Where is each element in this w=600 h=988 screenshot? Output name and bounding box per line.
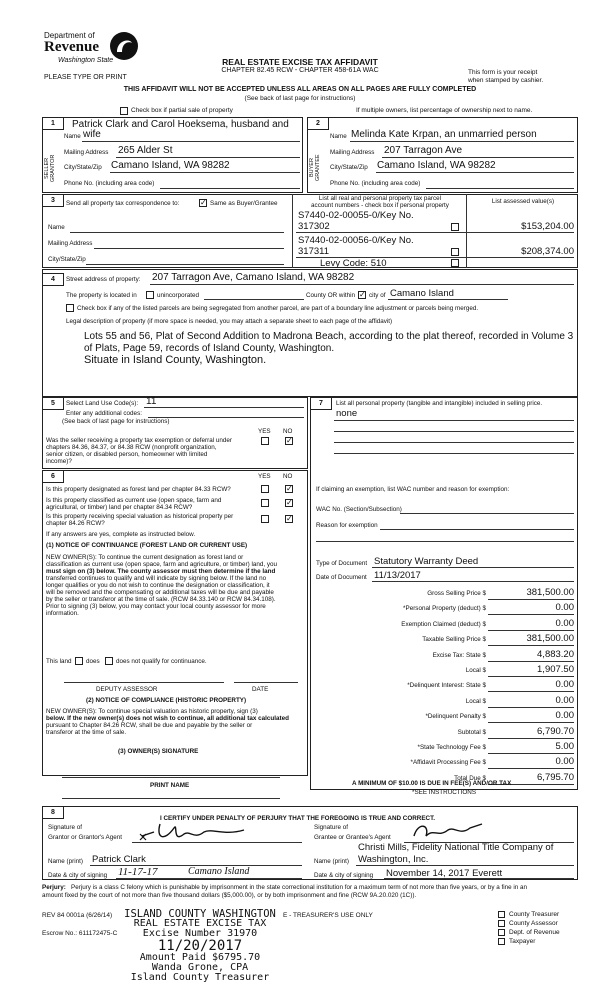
- stamp-line-7: Island County Treasurer: [130, 972, 270, 983]
- compliance-text-4: transferor at the time of sale.: [46, 729, 127, 736]
- tax-row-label: Local $: [465, 667, 486, 674]
- partial-sale-label: Check box if partial sale of property: [131, 107, 233, 114]
- section-8-number: 8: [42, 806, 64, 819]
- within-city-checkbox[interactable]: ✓: [359, 290, 366, 299]
- perjury-label: Perjury:: [42, 884, 66, 891]
- tax-row-value: 0.00: [555, 710, 574, 722]
- sec3-name-label: Name: [48, 224, 65, 231]
- tax-row-value: 6,790.70: [537, 725, 574, 737]
- treasurer-use-only: E - TREASURER'S USE ONLY: [283, 912, 373, 919]
- tax-row-label: *Delinquent Penalty $: [425, 713, 486, 721]
- parcel-1-personal-checkbox[interactable]: [451, 223, 459, 231]
- section-6-number: 6: [42, 470, 64, 483]
- multiple-owners-note: If multiple owners, list percentage of ownership next to name.: [356, 107, 533, 114]
- buyer-side-label: BUYER GRANTEE: [309, 154, 321, 182]
- revenue-label: Revenue: [44, 39, 99, 55]
- section-2-number: 2: [307, 117, 329, 130]
- section-1-number: 1: [42, 117, 64, 130]
- perjury-text-1: Perjury is a class C felony which is punishable by imprisonment in the state correctional institution for a maximum term of not more than five years, or by a fine in an: [71, 884, 528, 891]
- warning-text: THIS AFFIDAVIT WILL NOT BE ACCEPTED UNLESS ALL AREAS ON ALL PAGES ARE FULLY COMPLETED: [123, 86, 477, 93]
- exemption-q-4: income)?: [46, 458, 72, 465]
- section-4-number: 4: [42, 273, 64, 286]
- parcel-1-line1: S7440-02-00055-0/Key No.: [298, 210, 414, 221]
- seller-name-line1: Patrick Clark and Carol Hoeksema, husband and: [72, 119, 289, 130]
- forest-no-checkbox[interactable]: ✓: [286, 484, 293, 493]
- seller-mail-label: Mailing Address: [64, 149, 109, 156]
- exemption-q-3: senior citizen, or disabled person, homeowner with limited: [46, 451, 208, 458]
- tax-row-label: Taxable Selling Price $: [422, 636, 486, 644]
- seller-mail-value: 265 Alder St: [118, 145, 173, 156]
- exemption-q-1: Was the seller receiving a property tax exemption or deferral under: [46, 437, 232, 444]
- partial-sale-checkbox[interactable]: [120, 107, 128, 115]
- stamp-line-3: Excise Number 31970: [142, 928, 258, 939]
- unincorporated-checkbox[interactable]: [146, 291, 154, 299]
- notice-compliance-title: (2) NOTICE OF COMPLIANCE (HISTORIC PROPERTY): [86, 697, 247, 704]
- please-type: PLEASE TYPE OR PRINT: [44, 74, 127, 81]
- this-land-label: This land: [46, 658, 72, 665]
- tax-row-value: 6,795.70: [537, 771, 574, 783]
- seller-phone-label: Phone No. (including area code): [64, 180, 155, 187]
- tax-row-label: Total Due $: [454, 774, 486, 782]
- tax-row-value: 0.00: [555, 694, 574, 706]
- seller-side-label: SELLER GRANTOR: [44, 154, 56, 182]
- buyer-name-label: Name: [330, 133, 347, 140]
- seller-city-value: Camano Island, WA 98282: [111, 160, 230, 171]
- copy-assessor-checkbox[interactable]: [498, 920, 505, 927]
- tax-row-value: 4,883.20: [537, 648, 574, 660]
- forest-yes-checkbox[interactable]: [261, 485, 269, 493]
- sec5-yes-label: YES: [258, 428, 271, 435]
- stamp-line-6: Wanda Grone, CPA: [151, 962, 249, 973]
- current-use-q-1: Is this property classified as current use (open space, farm and: [46, 497, 222, 504]
- land-use-label: Select Land Use Code(s):: [66, 400, 139, 407]
- tax-row-label: *State Technology Fee $: [417, 744, 486, 751]
- copy-treasurer-label: County Treasurer: [509, 911, 560, 918]
- grantor-signing-city: Camano Island: [188, 866, 250, 877]
- if-yes-note: If any answers are yes, complete as instructed below.: [46, 531, 196, 538]
- doc-type-label: Type of Document: [316, 560, 368, 567]
- parcel-3-personal-checkbox[interactable]: [451, 259, 459, 267]
- tax-row-value: 1,907.50: [537, 664, 574, 675]
- new-owner-text-4: transferred continues to qualify and will indicate by signing below. If the land no: [46, 575, 267, 582]
- exemption-q-2: chapters 84.36, 84.37, or 84.38 RCW (nonprofit organization,: [46, 444, 217, 451]
- stamp-line-4: 11/20/2017: [157, 938, 243, 954]
- grantee-signature-icon: [408, 818, 488, 844]
- located-label: The property is located in: [66, 292, 137, 299]
- form-revision: REV 84 0001a (6/26/14): [42, 912, 113, 919]
- copy-revenue-checkbox[interactable]: [498, 929, 505, 936]
- doc-date-label: Date of Document: [316, 574, 367, 581]
- grantor-sig-of-label: Signature of: [48, 824, 82, 831]
- land-does-not-label: does not qualify for continuance.: [116, 658, 207, 665]
- grantee-agent-label: Grantee or Grantee's Agent: [314, 834, 391, 841]
- new-owner-text-7: by the seller or transferor at the time of sale. (RCW 84.33.140 or RCW 84.34.108).: [46, 596, 276, 603]
- send-label: Send all property tax correspondence to:: [66, 200, 180, 207]
- assessed-2: $208,374.00: [521, 246, 574, 257]
- new-owner-text-9: information.: [46, 610, 79, 617]
- sec6-no-label: NO: [283, 473, 293, 480]
- parcel-1-line2: 317302: [298, 221, 330, 232]
- new-owner-text-1: NEW OWNER(S): To continue the current designation as forest land or: [46, 554, 244, 561]
- tax-row-value: 381,500.00: [526, 587, 574, 598]
- legal-line-2: of Plats, Page 59, records of Island County, Washington.: [84, 343, 335, 354]
- current-use-yes-checkbox[interactable]: [261, 499, 269, 507]
- copy-taxpayer-checkbox[interactable]: [498, 938, 505, 945]
- stamp-line-2: REAL ESTATE EXCISE TAX: [133, 918, 267, 929]
- new-owner-text-5: longer qualifies or you do not wish to continue the designation or classification, it: [46, 582, 270, 589]
- reason-label: Reason for exemption: [316, 522, 378, 529]
- perjury-text-2: amount fixed by the court of not more than five thousand dollars ($5,000.00), or by both imprisonment and fine (RCW 9A.20.020 (1C)).: [42, 892, 417, 899]
- doc-type-value: Statutory Warranty Deed: [374, 556, 479, 567]
- dept-label: Department of: [44, 31, 95, 40]
- owner-signature-label: (3) OWNER(S) SIGNATURE: [118, 748, 199, 755]
- grantor-signature-icon: [134, 818, 254, 848]
- see-instructions-note: *SEE INSTRUCTIONS: [412, 789, 477, 796]
- grantor-date-city-label: Date & city of signing: [48, 872, 108, 879]
- parcel-2-personal-checkbox[interactable]: [451, 248, 459, 256]
- levy-code: Levy Code: 510: [320, 258, 387, 269]
- personal-property-value: none: [336, 408, 358, 419]
- grantor-name-print-label: Name (print): [48, 858, 83, 865]
- treasurer-stamp: [110, 909, 290, 983]
- copy-treasurer-checkbox[interactable]: [498, 911, 505, 918]
- new-owner-text-6: will be removed and the compensating or additional taxes will be due and payable: [46, 589, 274, 596]
- compliance-text-3: pursuant to Chapter 84.26 RCW, shall be due and payable by the seller or: [46, 722, 253, 729]
- exemption-no-checkbox[interactable]: ✓: [286, 436, 293, 445]
- historic-q-1: Is this property receiving special valuation as historical property per: [46, 513, 234, 520]
- grantor-agent-label: Grantor or Grantor's Agent: [48, 834, 123, 841]
- personal-property-label: List all personal property (tangible and intangible) included in selling price.: [336, 400, 543, 407]
- seller-city-label: City/State/Zip: [64, 164, 102, 171]
- seller-name-label: Name: [64, 133, 81, 140]
- copy-taxpayer-label: Taxpayer: [509, 938, 536, 945]
- historic-yes-checkbox[interactable]: [261, 515, 269, 523]
- tax-row-label: *Delinquent Interest: State $: [407, 682, 486, 690]
- grantee-agent-name: Christi Mills, Fidelity National Title Company of: [358, 842, 554, 853]
- assessed-header: List assessed value(s): [491, 198, 555, 205]
- notice-continuance-title: (1) NOTICE OF CONTINUANCE (FOREST LAND OR CURRENT USE): [46, 542, 248, 549]
- land-does-checkbox[interactable]: [75, 657, 83, 665]
- sec5-no-label: NO: [283, 428, 293, 435]
- grantee-date-city-label: Date & city of signing: [314, 872, 374, 879]
- same-as-buyer-checkbox[interactable]: ✓: [200, 198, 207, 207]
- buyer-mail-value: 207 Tarragon Ave: [384, 145, 463, 156]
- tax-row-value: 381,500.00: [526, 633, 574, 645]
- deputy-assessor-label: DEPUTY ASSESSOR: [96, 686, 158, 693]
- wac-no-label: WAC No. (Section/Subsection): [316, 506, 402, 513]
- sec6-yes-label: YES: [258, 473, 271, 480]
- land-use-code: 11: [146, 396, 157, 407]
- stamp-line-5: Amount Paid $6795.70: [139, 952, 261, 963]
- minimum-due-note: A MINIMUM OF $10.00 IS DUE IN FEE(S) AND/OR TAX: [352, 780, 512, 787]
- parcel-header-2: account numbers - check box if personal property: [311, 202, 449, 209]
- segregated-label: Check box if any of the listed parcels are being segregated from another parcel, are part of a boundary line adjustment or parcels being merged.: [77, 305, 479, 312]
- segregated-checkbox[interactable]: [66, 304, 74, 312]
- legal-line-1: Lots 55 and 56, Plat of Second Addition to Madrona Beach, according to the plat thereof, recorded in Volume 3: [84, 331, 574, 342]
- section-5-number: 5: [42, 397, 64, 410]
- buyer-city-label: City/State/Zip: [330, 164, 368, 171]
- city-of-label: city of: [369, 292, 386, 299]
- buyer-mail-label: Mailing Address: [330, 149, 375, 156]
- street-value: 207 Tarragon Ave, Camano Island, WA 98282: [152, 272, 355, 283]
- buyer-name-value: Melinda Kate Krpan, an unmarried person: [351, 129, 537, 140]
- tax-row-label: Local $: [465, 697, 486, 705]
- compliance-text-1: NEW OWNER(S): To continue special valuation as historic property, sign (3): [46, 708, 258, 715]
- section-3-number: 3: [42, 194, 64, 207]
- compliance-text-2: below. If the new owner(s) does not wish to continue, all additional tax calculated: [46, 715, 289, 722]
- parcel-2-line2: 317311: [298, 246, 329, 257]
- grantor-signing-date: 11-17-17: [118, 866, 158, 878]
- grantee-sig-of-label: Signature of: [314, 824, 348, 831]
- seller-name-line2: wife: [83, 129, 101, 140]
- grantee-signing-date-city: November 14, 2017 Everett: [386, 868, 503, 879]
- land-does-not-checkbox[interactable]: [105, 657, 113, 665]
- tax-row-label: *Personal Property (deduct) $: [403, 605, 486, 613]
- tax-row-value: 0.00: [555, 617, 574, 629]
- property-city: Camano Island: [390, 288, 454, 299]
- grantee-name-print-label: Name (print): [314, 858, 349, 865]
- parcel-header-1: List all real and personal property tax parcel: [318, 195, 442, 202]
- form-title: REAL ESTATE EXCISE TAX AFFIDAVIT: [222, 57, 378, 67]
- street-label: Street address of property:: [66, 276, 141, 283]
- grantor-print-name: Patrick Clark: [92, 854, 146, 865]
- receipt-note-2: when stamped by cashier.: [468, 77, 544, 84]
- current-use-no-checkbox[interactable]: ✓: [286, 498, 293, 507]
- sec3-mail-label: Mailing Address: [48, 240, 93, 247]
- tax-row-label: Exemption Claimed (deduct) $: [401, 620, 486, 628]
- escrow-number: Escrow No.: 611172475-C: [42, 930, 118, 937]
- buyer-city-value: Camano Island, WA 98282: [377, 160, 496, 171]
- tax-row-value: 0.00: [555, 679, 574, 691]
- tax-row-value: 5.00: [555, 741, 574, 752]
- new-owner-text-3: must sign on (3) below. The county assessor must then determine if the land: [46, 568, 276, 575]
- section-7-number: 7: [310, 397, 332, 410]
- new-owner-text-2: classification as current use (open space, farm and agriculture, or timber) land, you: [46, 561, 277, 568]
- additional-codes-label: Enter any additional codes:: [66, 410, 142, 417]
- date-label: DATE: [252, 686, 269, 693]
- sec5-see-back: (See back of last page for instructions): [62, 418, 170, 425]
- doc-date-value: 11/13/2017: [374, 570, 421, 581]
- sec3-city-label: City/State/Zip: [48, 256, 86, 263]
- new-owner-text-8: Prior to signing (3) below, you may contact your local county assessor for more: [46, 603, 266, 610]
- copy-assessor-label: County Assessor: [509, 920, 558, 927]
- grantee-print-name: Washington, Inc.: [358, 854, 429, 865]
- unincorporated-label: unincorporated: [157, 292, 200, 299]
- legal-label: Legal description of property (if more space is needed, you may attach a separate sheet to each page of the affidavit): [66, 318, 393, 325]
- same-as-buyer-label: Same as Buyer/Grantee: [210, 200, 278, 207]
- current-use-q-2: agricultural, or timber) land per chapter 84.34 RCW?: [46, 504, 193, 511]
- print-name-label: PRINT NAME: [150, 782, 190, 789]
- parcel-2-line1: S7440-02-00056-0/Key No.: [298, 235, 414, 246]
- stamp-line-1: ISLAND COUNTY WASHINGTON: [124, 908, 276, 920]
- exemption-yes-checkbox[interactable]: [261, 437, 269, 445]
- certify-statement: I CERTIFY UNDER PENALTY OF PERJURY THAT THE FOREGOING IS TRUE AND CORRECT.: [160, 815, 435, 822]
- copy-revenue-label: Dept. of Revenue: [509, 929, 560, 936]
- tax-row-label: Subtotal $: [457, 728, 486, 736]
- tax-row-label: *Affidavit Processing Fee $: [410, 759, 486, 767]
- land-does-label: does: [86, 658, 100, 665]
- historic-no-checkbox[interactable]: ✓: [286, 514, 293, 523]
- receipt-note-1: This form is your receipt: [468, 69, 538, 76]
- state-label: Washington State: [58, 57, 114, 64]
- historic-q-2: chapter 84.26 RCW?: [46, 520, 105, 527]
- wac-claim-label: If claiming an exemption, list WAC number and reason for exemption:: [316, 486, 510, 493]
- county-or-within-label: County OR within: [306, 292, 355, 299]
- see-back-text: (See back of last page for instructions): [244, 95, 356, 102]
- buyer-phone-label: Phone No. (including area code): [330, 180, 421, 187]
- legal-line-3: Situate in Island County, Washington.: [84, 354, 267, 366]
- tax-row-value: 0.00: [555, 756, 574, 768]
- tax-row-label: Gross Selling Price $: [427, 590, 486, 597]
- assessed-1: $153,204.00: [521, 221, 574, 232]
- forest-q: Is this property designated as forest land per chapter 84.33 RCW?: [46, 486, 231, 493]
- tax-row-value: 0.00: [555, 602, 574, 614]
- tax-row-label: Excise Tax: State $: [432, 651, 486, 659]
- form-chapter: CHAPTER 82.45 RCW - CHAPTER 458-61A WAC: [221, 67, 379, 74]
